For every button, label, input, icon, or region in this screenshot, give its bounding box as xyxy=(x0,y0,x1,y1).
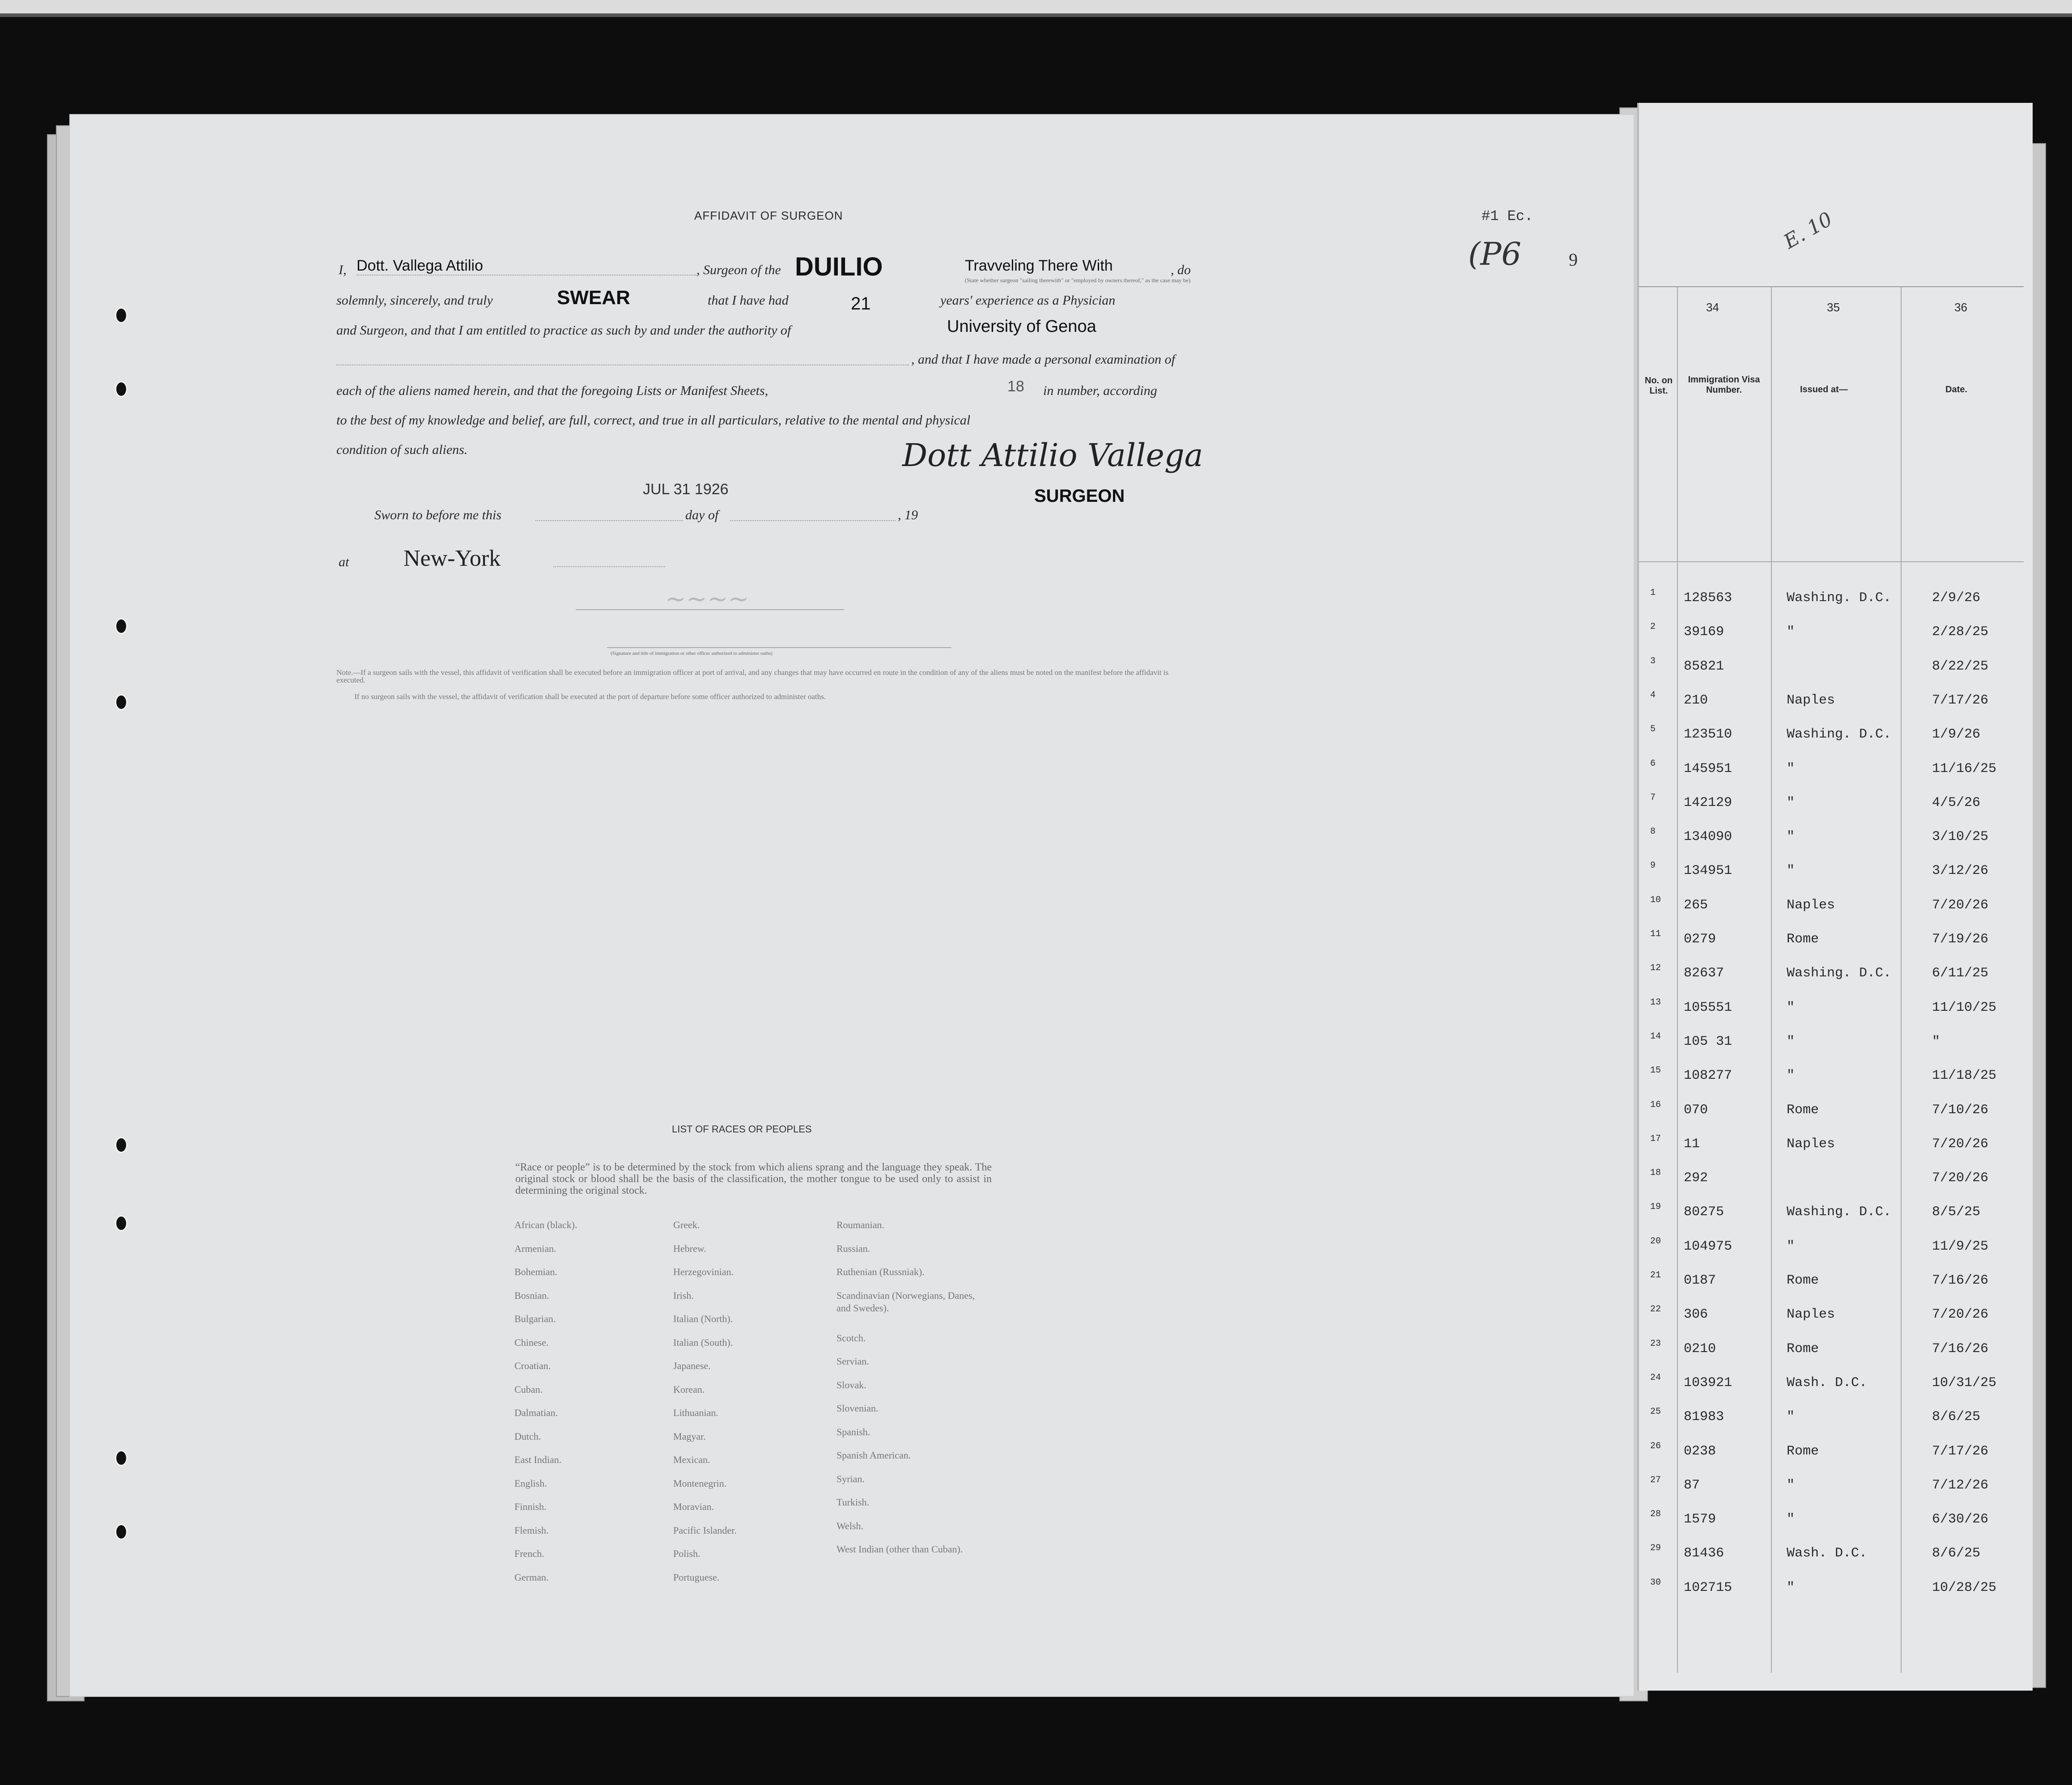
table-row xyxy=(1639,863,2033,897)
issued-at: Washing. D.C. xyxy=(1787,727,1892,742)
issued-at: Rome xyxy=(1787,1443,1819,1459)
table-row xyxy=(1639,724,2033,761)
visa-date: 6/11/25 xyxy=(1932,966,1989,981)
race-item: English. xyxy=(514,1477,547,1489)
visa-number: 134090 xyxy=(1684,829,1732,845)
issued-at: " xyxy=(1787,1580,1795,1595)
row-number: 14 xyxy=(1650,1031,1661,1042)
row-number: 16 xyxy=(1650,1099,1661,1110)
issued-at: Wash. D.C. xyxy=(1787,1546,1868,1561)
had-text: that I have had xyxy=(708,293,789,308)
table-row xyxy=(1639,1543,2033,1580)
race-item: Irish. xyxy=(673,1289,694,1301)
table-row xyxy=(1639,929,2033,966)
visa-date: 7/20/26 xyxy=(1932,897,1989,913)
table-row xyxy=(1639,1409,2033,1443)
table-row xyxy=(1639,624,2033,658)
table-header-rule xyxy=(1639,561,2024,562)
visa-date: 3/12/26 xyxy=(1932,863,1989,879)
race-item: Scotch. xyxy=(836,1332,866,1344)
row-number: 8 xyxy=(1650,827,1656,837)
visa-number: 123510 xyxy=(1684,727,1732,742)
race-item: Slovak. xyxy=(836,1379,866,1391)
place-blank xyxy=(553,555,665,567)
authority-text: and Surgeon, and that I am entitled to practice as such by and under the authority of xyxy=(336,323,791,338)
row-number: 13 xyxy=(1650,997,1661,1008)
race-item: Finnish. xyxy=(514,1501,547,1512)
header-no-on-list: No. on List. xyxy=(1644,376,1673,396)
issued-at: Washing. D.C. xyxy=(1787,590,1892,606)
row-number: 28 xyxy=(1650,1509,1661,1520)
place-name: New-York xyxy=(403,546,501,571)
race-item: Cuban. xyxy=(514,1383,543,1395)
race-item: Greek. xyxy=(673,1219,700,1230)
table-row xyxy=(1639,1031,2033,1068)
race-item: Flemish. xyxy=(514,1524,549,1536)
visa-date: 7/20/26 xyxy=(1932,1307,1989,1323)
race-item: East Indian. xyxy=(514,1454,562,1465)
visa-date: 7/16/26 xyxy=(1932,1341,1989,1357)
visa-number: 145951 xyxy=(1684,761,1732,776)
sheet-count: 18 xyxy=(1007,378,1024,395)
race-item: Moravian. xyxy=(673,1501,714,1512)
table-row xyxy=(1639,895,2033,932)
visa-page xyxy=(1637,103,2033,1691)
swear-word: SWEAR xyxy=(557,287,630,309)
race-item: Hebrew. xyxy=(673,1242,706,1254)
row-number: 19 xyxy=(1650,1202,1661,1213)
surgeon-name: Dott. Vallega Attilio xyxy=(357,257,696,276)
university-name: University of Genoa xyxy=(947,317,1096,336)
header-visa-number: Immigration Visa Number. xyxy=(1688,375,1760,395)
row-number: 27 xyxy=(1650,1475,1661,1485)
issued-at: " xyxy=(1787,1034,1795,1049)
row-number: 29 xyxy=(1650,1543,1661,1554)
month-blank xyxy=(730,509,896,521)
row-number: 12 xyxy=(1650,963,1661,974)
visa-date: 7/20/26 xyxy=(1932,1170,1989,1186)
stamp-date: JUL 31 1926 xyxy=(643,481,729,498)
races-title: LIST OF RACES OR PEOPLES xyxy=(672,1124,812,1135)
scan-top-strip xyxy=(0,0,2072,13)
punch-hole xyxy=(115,1450,127,1466)
row-number: 18 xyxy=(1650,1168,1661,1179)
list-mark: #1 Ec. xyxy=(1482,208,1533,225)
table-row xyxy=(1639,1170,2033,1204)
issued-at: " xyxy=(1787,1068,1795,1084)
punch-hole xyxy=(115,694,127,710)
race-item: Magyar. xyxy=(673,1430,706,1442)
row-number: 5 xyxy=(1650,724,1656,735)
race-item: Montenegrin. xyxy=(673,1477,727,1489)
blank-line xyxy=(336,352,909,365)
table-row xyxy=(1639,1441,2033,1478)
solemnly-text: solemnly, sincerely, and truly xyxy=(336,293,493,308)
row-number: 4 xyxy=(1650,690,1656,700)
years-experience: 21 xyxy=(851,294,871,314)
col-number-35: 35 xyxy=(1827,301,1840,314)
physician-text: years' experience as a Physician xyxy=(940,293,1116,308)
visa-number: 85821 xyxy=(1684,658,1724,674)
visa-number: 142129 xyxy=(1684,795,1732,810)
race-item: Herzegovinian. xyxy=(673,1266,734,1277)
table-row xyxy=(1639,1338,2033,1375)
race-item: Scandinavian (Norwegians, Danes, and Swedes). xyxy=(836,1289,975,1314)
row-number: 25 xyxy=(1650,1407,1661,1417)
race-item: Lithuanian. xyxy=(673,1407,718,1418)
race-item: Portuguese. xyxy=(673,1571,720,1583)
visa-date: 11/18/25 xyxy=(1932,1068,1997,1084)
row-number: 10 xyxy=(1650,895,1661,905)
visa-number: 103921 xyxy=(1684,1375,1732,1391)
table-row xyxy=(1639,1133,2033,1170)
table-row xyxy=(1639,963,2033,1000)
examination-text: , and that I have made a personal examination of xyxy=(911,352,1175,367)
races-intro: “Race or people” is to be determined by the stock from which aliens sprang and the language they speak. The original stock or blood shall be the basis of the classification, the mother tongue to be used only to assist in determining the original stock. xyxy=(515,1162,992,1196)
race-item: Roumanian. xyxy=(836,1219,884,1230)
table-row xyxy=(1639,1270,2033,1307)
visa-date: 3/10/25 xyxy=(1932,829,1989,845)
race-item: Spanish. xyxy=(836,1426,870,1437)
officer-line xyxy=(576,609,844,610)
sworn-text: Sworn to before me this xyxy=(374,508,501,522)
race-item: Syrian. xyxy=(836,1473,865,1484)
table-row xyxy=(1639,690,2033,727)
visa-date: 8/6/25 xyxy=(1932,1409,1981,1425)
header-date: Date. xyxy=(1945,385,1967,394)
visa-number: 265 xyxy=(1684,897,1708,913)
year-text: , 19 xyxy=(898,508,918,522)
race-item: Japanese. xyxy=(673,1360,711,1371)
visa-date: 7/16/26 xyxy=(1932,1273,1989,1288)
visa-date: 11/9/25 xyxy=(1932,1238,1989,1254)
issued-at: " xyxy=(1787,624,1795,640)
visa-date: 7/19/26 xyxy=(1932,932,1989,947)
visa-number: 39169 xyxy=(1684,624,1724,640)
table-row xyxy=(1639,829,2033,863)
day-blank xyxy=(535,509,683,521)
visa-date: 6/30/26 xyxy=(1932,1512,1989,1527)
table-top-rule xyxy=(1639,286,2024,287)
punch-hole xyxy=(115,1524,127,1540)
visa-date: 7/17/26 xyxy=(1932,692,1989,708)
table-row xyxy=(1639,792,2033,829)
header-issued-at: Issued at— xyxy=(1800,385,1848,394)
visa-date: 2/9/26 xyxy=(1932,590,1981,606)
visa-date: 2/28/25 xyxy=(1932,624,1989,640)
visa-date: 1/9/26 xyxy=(1932,727,1981,742)
race-item: Turkish. xyxy=(836,1497,870,1508)
table-row xyxy=(1639,1509,2033,1546)
handwritten-mark: (P6 xyxy=(1468,236,1521,272)
issued-at: Naples xyxy=(1787,1307,1835,1323)
race-item: Welsh. xyxy=(836,1520,863,1531)
issued-at: Washing. D.C. xyxy=(1787,966,1892,981)
issued-at: Naples xyxy=(1787,692,1835,708)
issued-at: " xyxy=(1787,761,1795,776)
issued-at: " xyxy=(1787,1409,1795,1425)
table-row xyxy=(1639,590,2033,624)
table-row xyxy=(1639,1577,2033,1614)
row-number: 21 xyxy=(1650,1270,1661,1280)
visa-number: 81983 xyxy=(1684,1409,1724,1425)
visa-number: 1579 xyxy=(1684,1512,1716,1527)
officer-caption: (Signature and title of immigration or other officer authorized to administer oaths) xyxy=(611,651,773,656)
race-item: West Indian (other than Cuban). xyxy=(836,1543,963,1555)
issued-at: Rome xyxy=(1787,1273,1819,1288)
row-number: 7 xyxy=(1650,792,1656,803)
race-item: Pacific Islander. xyxy=(673,1524,737,1536)
row-number: 26 xyxy=(1650,1441,1661,1451)
row-number: 6 xyxy=(1650,758,1656,769)
punch-hole xyxy=(115,1215,127,1231)
visa-date: 10/31/25 xyxy=(1932,1375,1997,1391)
races-column-1 xyxy=(514,1219,662,1594)
visa-date: " xyxy=(1932,1034,1940,1049)
race-item: African (black). xyxy=(514,1219,577,1230)
race-item: German. xyxy=(514,1571,549,1583)
table-row xyxy=(1639,758,2033,795)
day-of-text: day of xyxy=(685,508,719,522)
row-number: 24 xyxy=(1650,1372,1661,1383)
condition-text: condition of such aliens. xyxy=(336,442,468,457)
note-2: If no surgeon sails with the vessel, the affidavit of verification shall be executed at the port of departure before some officer authorized to administer oaths. xyxy=(354,692,826,701)
race-item: Servian. xyxy=(836,1356,869,1367)
issued-at: " xyxy=(1787,1477,1795,1493)
visa-number: 104975 xyxy=(1684,1238,1732,1254)
race-item: Mexican. xyxy=(673,1454,710,1465)
visa-number: 0279 xyxy=(1684,932,1716,947)
table-row xyxy=(1639,1475,2033,1512)
visa-number: 0210 xyxy=(1684,1341,1716,1357)
race-item: Italian (North). xyxy=(673,1313,733,1324)
issued-at: " xyxy=(1787,863,1795,879)
visa-number: 128563 xyxy=(1684,590,1732,606)
races-column-2 xyxy=(673,1219,821,1594)
race-item: Spanish American. xyxy=(836,1450,911,1461)
punch-hole xyxy=(115,1137,127,1153)
visa-date: 8/5/25 xyxy=(1932,1204,1981,1220)
visa-number: 11 xyxy=(1684,1136,1700,1152)
table-row xyxy=(1639,1236,2033,1273)
visa-number: 070 xyxy=(1684,1102,1708,1118)
visa-date: 7/20/26 xyxy=(1932,1136,1989,1152)
affidavit-i: I, xyxy=(339,263,347,277)
visa-number: 105551 xyxy=(1684,1000,1732,1015)
visa-date: 4/5/26 xyxy=(1932,795,1981,810)
affidavit-title: AFFIDAVIT OF SURGEON xyxy=(694,209,843,222)
race-item: Korean. xyxy=(673,1383,705,1395)
race-item: Chinese. xyxy=(514,1336,549,1348)
manifest-text: each of the aliens named herein, and that the foregoing Lists or Manifest Sheets, xyxy=(336,383,769,398)
col-number-36: 36 xyxy=(1954,301,1967,314)
col-number-34: 34 xyxy=(1706,301,1719,314)
visa-date: 7/10/26 xyxy=(1932,1102,1989,1118)
visa-number: 210 xyxy=(1684,692,1708,708)
row-number: 23 xyxy=(1650,1338,1661,1349)
row-number: 1 xyxy=(1650,588,1656,598)
table-row xyxy=(1639,1304,2033,1341)
visa-date: 11/16/25 xyxy=(1932,761,1997,776)
race-item: Dalmatian. xyxy=(514,1407,558,1418)
travel-instruction: (State whether surgeon "sailing therewith" or "employed by owners thereof," as the case may be) xyxy=(965,277,1191,284)
race-item: French. xyxy=(514,1548,544,1559)
race-item: Bulgarian. xyxy=(514,1313,556,1324)
table-row xyxy=(1639,1372,2033,1409)
row-number: 2 xyxy=(1650,622,1656,632)
issued-at: " xyxy=(1787,1512,1795,1527)
issued-at: " xyxy=(1787,1000,1795,1015)
visa-number: 108277 xyxy=(1684,1068,1732,1084)
issued-at: " xyxy=(1787,1238,1795,1254)
issued-at: Naples xyxy=(1787,897,1835,913)
race-item: Italian (South). xyxy=(673,1336,733,1348)
issued-at: Rome xyxy=(1787,1341,1819,1357)
visa-number: 0238 xyxy=(1684,1443,1716,1459)
race-item: Russian. xyxy=(836,1242,870,1254)
visa-number: 80275 xyxy=(1684,1204,1724,1220)
ship-name: DUILIO xyxy=(795,252,883,281)
punch-hole xyxy=(115,618,127,634)
row-number: 22 xyxy=(1650,1304,1661,1315)
officer-signature-faint: ~~~~ xyxy=(665,585,749,614)
visa-date: 8/22/25 xyxy=(1932,658,1989,674)
note-1: Note.—If a surgeon sails with the vessel, this affidavit of verification shall be executed before an immigration officer at port of arrival, and any changes that may have occurred en route in the condition of any of the aliens must be noted on the manifest before the affidavit is executed. xyxy=(336,668,1169,684)
row-number: 17 xyxy=(1650,1133,1661,1144)
table-row xyxy=(1639,656,2033,693)
visa-number: 292 xyxy=(1684,1170,1708,1186)
issued-at: Naples xyxy=(1787,1136,1835,1152)
race-item: Armenian. xyxy=(514,1242,556,1254)
visa-date: 10/28/25 xyxy=(1932,1580,1997,1595)
table-row xyxy=(1639,1204,2033,1238)
row-number: 15 xyxy=(1650,1065,1661,1076)
row-number: 20 xyxy=(1650,1236,1661,1247)
visa-number: 134951 xyxy=(1684,863,1732,879)
issued-at: Washing. D.C. xyxy=(1787,1204,1892,1220)
race-item: Ruthenian (Russniak). xyxy=(836,1266,925,1277)
issued-at: Wash. D.C. xyxy=(1787,1375,1868,1391)
visa-number: 0187 xyxy=(1684,1273,1716,1288)
race-item: Bohemian. xyxy=(514,1266,557,1277)
travel-status: Travveling There With xyxy=(965,257,1113,274)
visa-number: 102715 xyxy=(1684,1580,1732,1595)
row-number: 30 xyxy=(1650,1577,1661,1588)
visa-number: 306 xyxy=(1684,1307,1708,1323)
row-number: 3 xyxy=(1650,656,1656,666)
do-label: , do xyxy=(1171,263,1191,277)
row-number: 9 xyxy=(1650,861,1656,871)
table-row xyxy=(1639,997,2033,1034)
issued-at: Rome xyxy=(1787,1102,1819,1118)
surgeon-signature: Dott Attilio Vallega xyxy=(902,437,1203,474)
visa-number: 105 31 xyxy=(1684,1034,1732,1049)
visa-number: 81436 xyxy=(1684,1546,1724,1561)
at-label: at xyxy=(339,555,349,569)
visa-date: 8/6/25 xyxy=(1932,1546,1981,1561)
visa-date: 7/12/26 xyxy=(1932,1477,1989,1493)
scan-top-edge xyxy=(0,13,2072,17)
number-text: in number, according xyxy=(1043,383,1157,398)
handwritten-page-mark: E. 10 xyxy=(1780,208,1837,254)
table-row xyxy=(1639,1099,2033,1136)
punch-hole xyxy=(115,381,127,397)
race-item: Dutch. xyxy=(514,1430,541,1442)
issued-at: " xyxy=(1787,829,1795,845)
race-item: Polish. xyxy=(673,1548,701,1559)
issued-at: " xyxy=(1787,795,1795,810)
visa-date: 11/10/25 xyxy=(1932,1000,1997,1015)
issued-at: Rome xyxy=(1787,932,1819,947)
race-item: Croatian. xyxy=(514,1360,551,1371)
officer-line-2 xyxy=(607,647,951,648)
race-item: Bosnian. xyxy=(514,1289,549,1301)
sheet-number: 9 xyxy=(1569,250,1578,270)
visa-date: 7/17/26 xyxy=(1932,1443,1989,1459)
surgeon-label: SURGEON xyxy=(1034,486,1125,506)
visa-number: 82637 xyxy=(1684,966,1724,981)
race-item: Slovenian. xyxy=(836,1403,879,1414)
table-row xyxy=(1639,1065,2033,1102)
punch-hole xyxy=(115,307,127,323)
row-number: 11 xyxy=(1650,929,1661,939)
visa-number: 87 xyxy=(1684,1477,1700,1493)
surgeon-of-label: , Surgeon of the xyxy=(696,263,781,277)
knowledge-text: to the best of my knowledge and belief, are full, correct, and true in all particulars, relative to the mental and physical xyxy=(336,413,971,428)
races-column-3 xyxy=(836,1219,984,1567)
